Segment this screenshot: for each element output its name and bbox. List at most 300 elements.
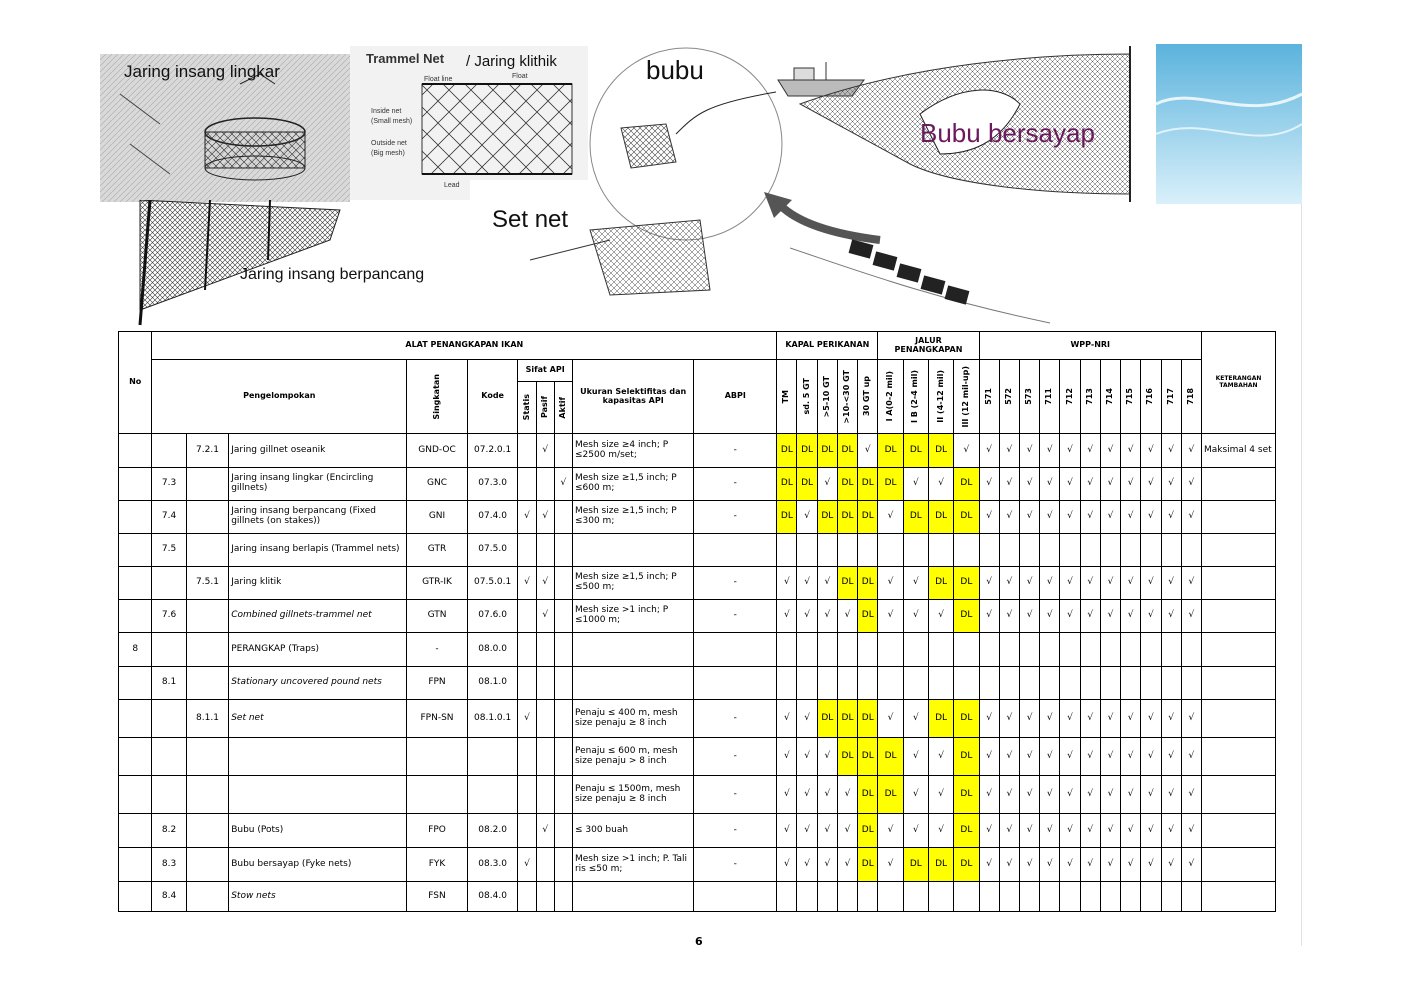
cell-flag: √ bbox=[817, 738, 837, 776]
cell-flag bbox=[954, 667, 979, 700]
cell-singkatan: GTR bbox=[407, 534, 468, 567]
cell-flag: √ bbox=[1019, 434, 1039, 468]
cell-flag: √ bbox=[1019, 776, 1039, 814]
cell-flag: DL bbox=[903, 501, 928, 534]
cell-flag: √ bbox=[1121, 468, 1141, 501]
cell-sub bbox=[152, 633, 186, 667]
cell-flag: DL bbox=[928, 434, 953, 468]
cell-flag: √ bbox=[999, 501, 1019, 534]
page-number: 6 bbox=[695, 935, 703, 948]
cell-flag: √ bbox=[777, 738, 797, 776]
cell-flag: √ bbox=[903, 468, 928, 501]
cell-no bbox=[119, 700, 152, 738]
cell-flag: √ bbox=[979, 600, 999, 633]
cell-flag bbox=[1181, 667, 1201, 700]
cell-flag bbox=[903, 633, 928, 667]
cell-flag bbox=[1141, 534, 1161, 567]
cell-flag bbox=[1161, 667, 1181, 700]
big-mesh-label: (Big mesh) bbox=[371, 150, 405, 157]
cell-no bbox=[119, 814, 152, 848]
cell-flag: √ bbox=[777, 567, 797, 600]
cell-flag: DL bbox=[858, 567, 878, 600]
cell-singkatan: FPN bbox=[407, 667, 468, 700]
cell-flag: √ bbox=[777, 814, 797, 848]
cell-no bbox=[119, 667, 152, 700]
cell-statis bbox=[518, 814, 536, 848]
cell-flag: √ bbox=[1080, 501, 1100, 534]
cell-no bbox=[119, 882, 152, 912]
table-row bbox=[119, 534, 1276, 567]
cell-flag: √ bbox=[797, 700, 817, 738]
cell-ukuran: Mesh size ≥1,5 inch; P ≤500 m; bbox=[572, 567, 693, 600]
cell-singkatan: FSN bbox=[407, 882, 468, 912]
lead-label: Lead bbox=[444, 182, 460, 189]
cell-flag bbox=[999, 667, 1019, 700]
cell-flag: √ bbox=[1019, 848, 1039, 882]
cell-flag bbox=[1121, 534, 1141, 567]
cell-flag bbox=[1100, 882, 1120, 912]
cell-flag: √ bbox=[1141, 567, 1161, 600]
cell-subsub bbox=[186, 848, 228, 882]
cell-aktif: √ bbox=[554, 468, 572, 501]
cell-flag bbox=[878, 633, 903, 667]
cell-flag: √ bbox=[1161, 501, 1181, 534]
trammel-net-label: Trammel Net bbox=[366, 51, 445, 66]
cell-flag: DL bbox=[837, 501, 857, 534]
cell-abpi: - bbox=[694, 501, 777, 534]
table-body bbox=[119, 434, 1276, 912]
header-alat: ALAT PENANGKAPAN IKAN bbox=[152, 332, 777, 360]
cell-flag bbox=[1181, 633, 1201, 667]
cell-flag: √ bbox=[1019, 468, 1039, 501]
cell-flag: √ bbox=[1141, 814, 1161, 848]
cell-flag: √ bbox=[817, 468, 837, 501]
cell-flag: √ bbox=[903, 700, 928, 738]
cell-flag: √ bbox=[1181, 848, 1201, 882]
header-jalur-2: II (4-12 mil) bbox=[928, 360, 953, 434]
cell-pasif bbox=[536, 738, 554, 776]
cell-statis bbox=[518, 434, 536, 468]
cell-flag bbox=[837, 534, 857, 567]
cell-flag bbox=[1040, 534, 1060, 567]
cell-sub: 7.4 bbox=[152, 501, 186, 534]
cell-flag: √ bbox=[928, 468, 953, 501]
table-row bbox=[119, 738, 1276, 776]
cell-flag: √ bbox=[1100, 468, 1120, 501]
cell-flag: √ bbox=[1040, 848, 1060, 882]
cell-keterangan bbox=[1201, 501, 1275, 534]
table-row bbox=[119, 814, 1276, 848]
cell-flag bbox=[858, 633, 878, 667]
cell-flag: √ bbox=[878, 700, 903, 738]
cell-flag bbox=[954, 633, 979, 667]
cell-flag bbox=[928, 633, 953, 667]
header-sifat: Sifat API bbox=[518, 360, 573, 382]
cell-flag: √ bbox=[1161, 848, 1181, 882]
cell-flag: DL bbox=[837, 700, 857, 738]
cell-flag: DL bbox=[777, 501, 797, 534]
cell-sub bbox=[152, 567, 186, 600]
cell-flag: √ bbox=[1181, 567, 1201, 600]
cell-flag: √ bbox=[903, 776, 928, 814]
cell-flag: DL bbox=[858, 848, 878, 882]
cell-kode: 07.3.0 bbox=[467, 468, 518, 501]
cell-flag: √ bbox=[1100, 848, 1120, 882]
cell-flag: DL bbox=[928, 567, 953, 600]
cell-subsub bbox=[186, 468, 228, 501]
cell-flag: √ bbox=[1161, 567, 1181, 600]
table-row bbox=[119, 600, 1276, 633]
cell-flag bbox=[1019, 534, 1039, 567]
cell-flag: √ bbox=[1080, 468, 1100, 501]
cell-flag: √ bbox=[928, 776, 953, 814]
cell-ukuran: Mesh size ≥1,5 inch; P ≤600 m; bbox=[572, 468, 693, 501]
header-jalur-3: III (12 mil-up) bbox=[954, 360, 979, 434]
cell-kode: 08.0.0 bbox=[467, 633, 518, 667]
cell-flag: √ bbox=[1060, 600, 1080, 633]
cell-flag: √ bbox=[1040, 814, 1060, 848]
cell-flag: √ bbox=[1161, 776, 1181, 814]
cell-flag: √ bbox=[777, 700, 797, 738]
header-wpp-714: 714 bbox=[1100, 360, 1120, 434]
cell-pasif: √ bbox=[536, 501, 554, 534]
cell-flag bbox=[1019, 882, 1039, 912]
cell-flag: DL bbox=[954, 567, 979, 600]
cell-flag: √ bbox=[903, 600, 928, 633]
cell-flag: √ bbox=[1100, 501, 1120, 534]
cell-ukuran bbox=[572, 633, 693, 667]
cell-ukuran: Mesh size >1 inch; P ≤1000 m; bbox=[572, 600, 693, 633]
cell-abpi: - bbox=[694, 848, 777, 882]
cell-flag: √ bbox=[797, 501, 817, 534]
cell-flag: √ bbox=[979, 700, 999, 738]
cell-flag bbox=[1060, 882, 1080, 912]
cell-flag bbox=[878, 667, 903, 700]
cell-abpi: - bbox=[694, 468, 777, 501]
cell-flag bbox=[837, 882, 857, 912]
cell-flag: √ bbox=[1019, 738, 1039, 776]
cell-statis bbox=[518, 633, 536, 667]
cell-flag: √ bbox=[1060, 700, 1080, 738]
cell-flag: DL bbox=[954, 700, 979, 738]
cell-flag: √ bbox=[1040, 567, 1060, 600]
cell-flag bbox=[777, 882, 797, 912]
sky-banner-image bbox=[1156, 44, 1302, 204]
cell-flag: DL bbox=[878, 776, 903, 814]
cell-flag: √ bbox=[817, 776, 837, 814]
header-pengelompokan: Pengelompokan bbox=[152, 360, 407, 434]
cell-flag: DL bbox=[954, 814, 979, 848]
cell-flag: √ bbox=[1040, 468, 1060, 501]
cell-sub: 8.1 bbox=[152, 667, 186, 700]
cell-flag: DL bbox=[837, 434, 857, 468]
cell-keterangan bbox=[1201, 814, 1275, 848]
cell-flag: √ bbox=[999, 776, 1019, 814]
cell-name: Jaring gillnet oseanik bbox=[229, 434, 407, 468]
cell-flag: √ bbox=[954, 434, 979, 468]
cell-abpi: - bbox=[694, 738, 777, 776]
cell-pasif: √ bbox=[536, 567, 554, 600]
cell-flag bbox=[777, 633, 797, 667]
cell-no bbox=[119, 776, 152, 814]
header-wpp: WPP-NRI bbox=[979, 332, 1201, 360]
cell-flag: √ bbox=[1141, 848, 1161, 882]
cell-flag: √ bbox=[1181, 814, 1201, 848]
cell-aktif bbox=[554, 534, 572, 567]
cell-flag: √ bbox=[1121, 776, 1141, 814]
cell-no bbox=[119, 501, 152, 534]
cell-flag: √ bbox=[1040, 776, 1060, 814]
cell-flag: √ bbox=[1080, 700, 1100, 738]
header-wpp-713: 713 bbox=[1080, 360, 1100, 434]
cell-flag: √ bbox=[817, 567, 837, 600]
cell-subsub bbox=[186, 738, 228, 776]
cell-aktif bbox=[554, 434, 572, 468]
cell-kode bbox=[467, 776, 518, 814]
cell-singkatan: GTR-IK bbox=[407, 567, 468, 600]
cell-flag: √ bbox=[979, 738, 999, 776]
header-wpp-712: 712 bbox=[1060, 360, 1080, 434]
cell-flag bbox=[1060, 633, 1080, 667]
cell-flag: √ bbox=[1080, 567, 1100, 600]
cell-flag: DL bbox=[954, 848, 979, 882]
cell-sub bbox=[152, 776, 186, 814]
cell-flag: √ bbox=[1060, 468, 1080, 501]
header-abpi: ABPI bbox=[694, 360, 777, 434]
cell-flag: √ bbox=[1080, 776, 1100, 814]
cell-sub: 7.3 bbox=[152, 468, 186, 501]
cell-flag: √ bbox=[1161, 600, 1181, 633]
cell-flag: √ bbox=[837, 848, 857, 882]
cell-keterangan bbox=[1201, 882, 1275, 912]
header-jalur: JALUR PENANGKAPAN bbox=[878, 332, 979, 360]
cell-abpi: - bbox=[694, 776, 777, 814]
cell-sub: 8.3 bbox=[152, 848, 186, 882]
cell-flag bbox=[837, 667, 857, 700]
cell-flag: √ bbox=[1181, 700, 1201, 738]
cell-no: 8 bbox=[119, 633, 152, 667]
cell-ukuran: Penaju ≤ 600 m, mesh size penaju > 8 inch bbox=[572, 738, 693, 776]
cell-statis bbox=[518, 776, 536, 814]
cell-pasif bbox=[536, 776, 554, 814]
cell-name: Jaring klitik bbox=[229, 567, 407, 600]
cell-flag bbox=[1121, 633, 1141, 667]
cell-ukuran: Mesh size ≥1,5 inch; P ≤300 m; bbox=[572, 501, 693, 534]
cell-statis bbox=[518, 600, 536, 633]
cell-flag bbox=[1060, 534, 1080, 567]
cell-flag: √ bbox=[903, 567, 928, 600]
cell-flag bbox=[817, 534, 837, 567]
header-kapal: KAPAL PERIKANAN bbox=[777, 332, 878, 360]
cell-pasif bbox=[536, 700, 554, 738]
cell-flag: √ bbox=[1100, 434, 1120, 468]
cell-flag: √ bbox=[1141, 434, 1161, 468]
cell-statis: √ bbox=[518, 501, 536, 534]
header-wpp-716: 716 bbox=[1141, 360, 1161, 434]
cell-flag: √ bbox=[1040, 434, 1060, 468]
cell-flag: √ bbox=[999, 468, 1019, 501]
cell-flag: √ bbox=[1161, 814, 1181, 848]
cell-ukuran: Mesh size >1 inch; P. Tali ris ≤50 m; bbox=[572, 848, 693, 882]
set-net-label: Set net bbox=[492, 206, 569, 233]
cell-flag: √ bbox=[1181, 501, 1201, 534]
cell-flag: DL bbox=[903, 434, 928, 468]
cell-pasif bbox=[536, 848, 554, 882]
cell-singkatan: GTN bbox=[407, 600, 468, 633]
cell-flag bbox=[999, 882, 1019, 912]
cell-flag: √ bbox=[1019, 567, 1039, 600]
cell-flag: DL bbox=[817, 434, 837, 468]
cell-flag: √ bbox=[817, 600, 837, 633]
cell-flag: √ bbox=[1060, 848, 1080, 882]
header-kapal-10gt: >5-10 GT bbox=[817, 360, 837, 434]
cell-flag: DL bbox=[797, 434, 817, 468]
cell-singkatan: GNC bbox=[407, 468, 468, 501]
cell-pasif bbox=[536, 534, 554, 567]
header-jalur-1a: I A(0-2 mil) bbox=[878, 360, 903, 434]
cell-aktif bbox=[554, 738, 572, 776]
cell-flag: √ bbox=[797, 567, 817, 600]
cell-aktif bbox=[554, 633, 572, 667]
cell-name: Jaring insang lingkar (Encircling gillnets) bbox=[229, 468, 407, 501]
cell-sub bbox=[152, 434, 186, 468]
cell-ukuran: ≤ 300 buah bbox=[572, 814, 693, 848]
cell-flag: DL bbox=[858, 814, 878, 848]
cell-pasif bbox=[536, 667, 554, 700]
cell-flag: √ bbox=[999, 848, 1019, 882]
header-wpp-571: 571 bbox=[979, 360, 999, 434]
cell-flag: √ bbox=[1100, 776, 1120, 814]
cell-flag: DL bbox=[954, 501, 979, 534]
cell-flag: √ bbox=[1181, 600, 1201, 633]
cell-flag bbox=[878, 534, 903, 567]
cell-flag: √ bbox=[777, 776, 797, 814]
cell-flag: √ bbox=[979, 567, 999, 600]
cell-flag: DL bbox=[837, 567, 857, 600]
cell-flag bbox=[777, 667, 797, 700]
cell-flag: √ bbox=[999, 814, 1019, 848]
table-row bbox=[119, 567, 1276, 600]
fyke-net-label: Bubu bersayap bbox=[920, 118, 1095, 148]
cell-sub: 8.2 bbox=[152, 814, 186, 848]
cell-flag bbox=[858, 667, 878, 700]
table-row bbox=[119, 434, 1276, 468]
cell-flag: DL bbox=[928, 501, 953, 534]
cell-ukuran: Penaju ≤ 1500m, mesh size penaju ≥ 8 inch bbox=[572, 776, 693, 814]
cell-aktif bbox=[554, 848, 572, 882]
cell-flag bbox=[903, 534, 928, 567]
cell-flag: DL bbox=[777, 434, 797, 468]
cell-sub bbox=[152, 700, 186, 738]
cell-flag: √ bbox=[1141, 501, 1161, 534]
cell-keterangan bbox=[1201, 600, 1275, 633]
cell-flag: √ bbox=[817, 814, 837, 848]
header-wpp-711: 711 bbox=[1040, 360, 1060, 434]
header-kapal-30gt: >10-<30 GT bbox=[837, 360, 857, 434]
cell-flag: √ bbox=[1121, 501, 1141, 534]
cell-flag: DL bbox=[903, 848, 928, 882]
header-keterangan: KETERANGAN TAMBAHAN bbox=[1201, 332, 1275, 434]
header-no: No bbox=[119, 332, 152, 434]
cell-flag: DL bbox=[878, 434, 903, 468]
cell-subsub bbox=[186, 534, 228, 567]
cell-keterangan: Maksimal 4 set bbox=[1201, 434, 1275, 468]
cell-keterangan bbox=[1201, 534, 1275, 567]
header-jalur-1b: I B (2-4 mil) bbox=[903, 360, 928, 434]
cell-statis: √ bbox=[518, 700, 536, 738]
cell-flag: √ bbox=[1121, 814, 1141, 848]
cell-flag: √ bbox=[1161, 700, 1181, 738]
cell-flag: DL bbox=[858, 600, 878, 633]
cell-flag bbox=[777, 534, 797, 567]
cell-flag: √ bbox=[1100, 567, 1120, 600]
cell-flag bbox=[928, 667, 953, 700]
header-wpp-573: 573 bbox=[1019, 360, 1039, 434]
cell-flag: DL bbox=[858, 501, 878, 534]
cell-keterangan bbox=[1201, 667, 1275, 700]
cell-flag bbox=[1040, 882, 1060, 912]
cell-flag: √ bbox=[1181, 434, 1201, 468]
cell-statis bbox=[518, 882, 536, 912]
cell-flag: √ bbox=[837, 600, 857, 633]
cell-flag bbox=[1181, 534, 1201, 567]
cell-flag: √ bbox=[999, 738, 1019, 776]
header-pasif: Pasif bbox=[536, 382, 554, 434]
fishing-gear-table bbox=[118, 331, 1276, 912]
cell-flag bbox=[999, 633, 1019, 667]
cell-singkatan: - bbox=[407, 633, 468, 667]
cell-flag: √ bbox=[1040, 700, 1060, 738]
header-kapal-30up: 30 GT up bbox=[858, 360, 878, 434]
cell-flag: √ bbox=[777, 600, 797, 633]
cell-singkatan: FYK bbox=[407, 848, 468, 882]
cell-ukuran bbox=[572, 667, 693, 700]
cell-no bbox=[119, 567, 152, 600]
cell-kode: 07.5.0 bbox=[467, 534, 518, 567]
cell-flag: √ bbox=[878, 501, 903, 534]
cell-pasif: √ bbox=[536, 600, 554, 633]
cell-flag: √ bbox=[1181, 468, 1201, 501]
cell-flag bbox=[1121, 882, 1141, 912]
cell-aktif bbox=[554, 882, 572, 912]
cell-name: Bubu bersayap (Fyke nets) bbox=[229, 848, 407, 882]
table-row bbox=[119, 468, 1276, 501]
cell-keterangan bbox=[1201, 567, 1275, 600]
cell-flag: DL bbox=[858, 700, 878, 738]
cell-kode: 07.5.0.1 bbox=[467, 567, 518, 600]
cell-flag: √ bbox=[979, 848, 999, 882]
cell-kode: 07.4.0 bbox=[467, 501, 518, 534]
cell-flag bbox=[817, 667, 837, 700]
cell-flag: √ bbox=[999, 700, 1019, 738]
cell-flag: √ bbox=[1121, 700, 1141, 738]
cell-flag bbox=[1080, 667, 1100, 700]
stake-gillnet-illustration bbox=[100, 200, 350, 330]
cell-flag bbox=[928, 882, 953, 912]
cell-statis bbox=[518, 667, 536, 700]
cell-flag bbox=[903, 882, 928, 912]
cell-name: Combined gillnets-trammel net bbox=[229, 600, 407, 633]
cell-ukuran bbox=[572, 534, 693, 567]
cell-flag: √ bbox=[777, 848, 797, 882]
cell-flag: DL bbox=[837, 468, 857, 501]
cell-sub: 8.4 bbox=[152, 882, 186, 912]
cell-pasif bbox=[536, 468, 554, 501]
header-kapal-5gt: sd. 5 GT bbox=[797, 360, 817, 434]
outside-net-label: Outside net bbox=[371, 140, 407, 147]
cell-kode: 08.3.0 bbox=[467, 848, 518, 882]
cell-flag: √ bbox=[837, 814, 857, 848]
